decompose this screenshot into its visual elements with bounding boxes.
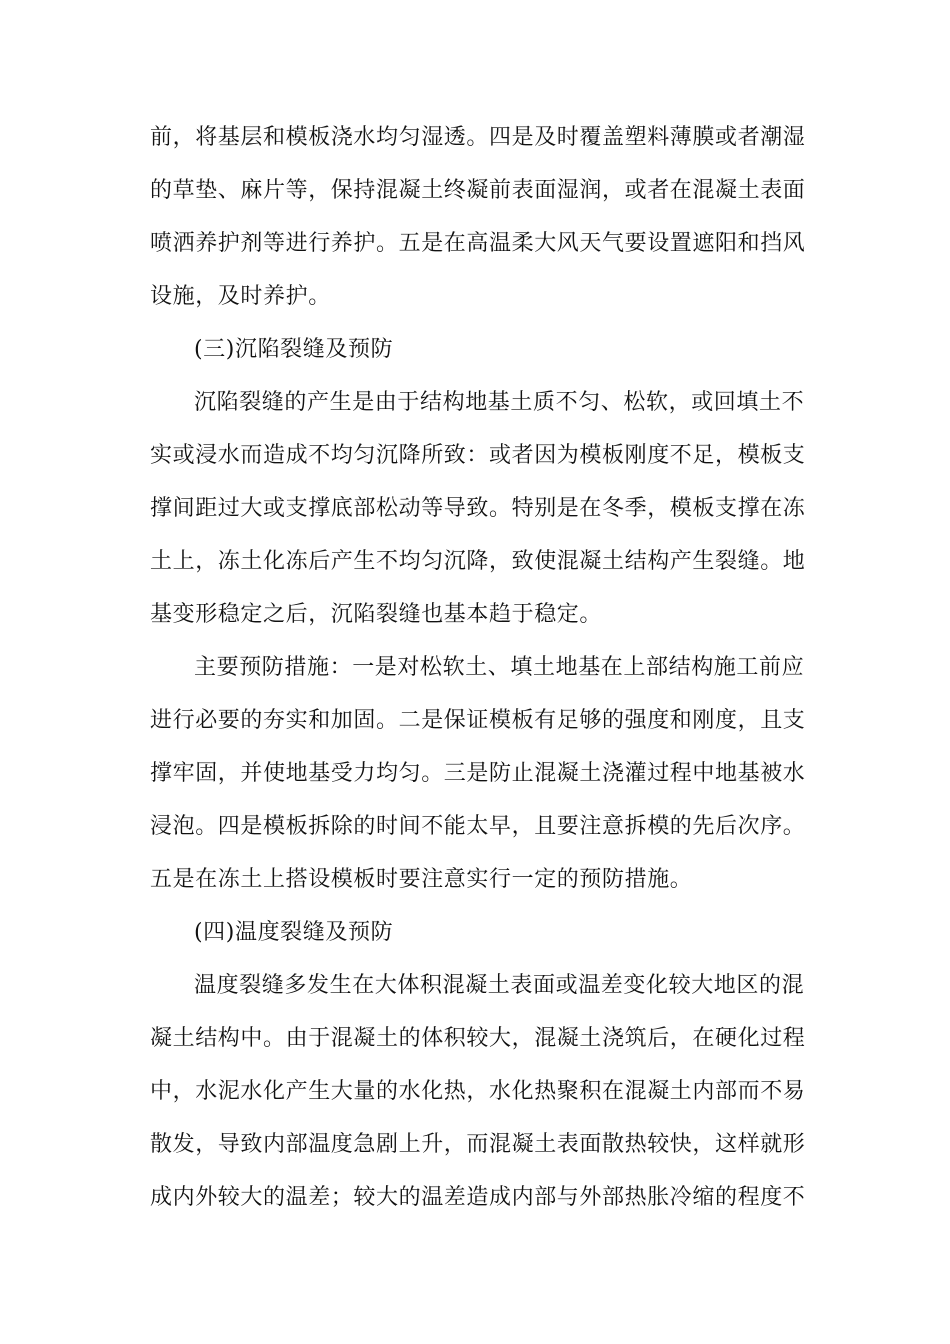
paragraph-line: 撑间距过大或支撑底部松动等导致。特别是在冬季，模板支撑在冻 (150, 496, 806, 521)
paragraph-line: 凝土结构中。由于混凝土的体积较大，混凝土浇筑后，在硬化过程 (150, 1026, 806, 1051)
paragraph-line: 前，将基层和模板浇水均匀湿透。四是及时覆盖塑料薄膜或者潮湿 (150, 125, 806, 150)
paragraph-line: 撑牢固，并使地基受力均匀。三是防止混凝土浇灌过程中地基被水 (150, 761, 806, 786)
paragraph-line: 温度裂缝多发生在大体积混凝土表面或温差变化较大地区的混 (194, 973, 805, 998)
paragraph-line: 沉陷裂缝的产生是由于结构地基土质不匀、松软，或回填土不 (194, 390, 805, 415)
section-heading: (三)沉陷裂缝及预防 (194, 337, 394, 362)
paragraph-line: 土上，冻土化冻后产生不均匀沉降，致使混凝土结构产生裂缝。地 (150, 549, 806, 574)
paragraph-line: 进行必要的夯实和加固。二是保证模板有足够的强度和刚度，且支 (150, 708, 806, 733)
paragraph-line: 成内外较大的温差；较大的温差造成内部与外部热胀冷缩的程度不 (150, 1185, 806, 1210)
paragraph-line: 基变形稳定之后，沉陷裂缝也基本趋于稳定。 (150, 602, 603, 627)
paragraph-line: 喷洒养护剂等进行养护。五是在高温柔大风天气要设置遮阳和挡风 (150, 231, 806, 256)
paragraph-line: 设施，及时养护。 (150, 284, 331, 309)
paragraph-line: 的草垫、麻片等，保持混凝土终凝前表面湿润，或者在混凝土表面 (150, 178, 806, 203)
paragraph-line: 五是在冻土上搭设模板时要注意实行一定的预防措施。 (150, 867, 693, 892)
paragraph-line: 散发，导致内部温度急剧上升，而混凝土表面散热较快，这样就形 (150, 1132, 806, 1157)
paragraph-line: 中，水泥水化产生大量的水化热，水化热聚积在混凝土内部而不易 (150, 1079, 806, 1104)
section-heading: (四)温度裂缝及预防 (194, 920, 394, 945)
paragraph-line: 浸泡。四是模板拆除的时间不能太早，且要注意拆模的先后次序。 (150, 814, 806, 839)
paragraph-line: 实或浸水而造成不均匀沉降所致：或者因为模板刚度不足，模板支 (150, 443, 806, 468)
paragraph-line: 主要预防措施：一是对松软土、填土地基在上部结构施工前应 (194, 655, 805, 680)
